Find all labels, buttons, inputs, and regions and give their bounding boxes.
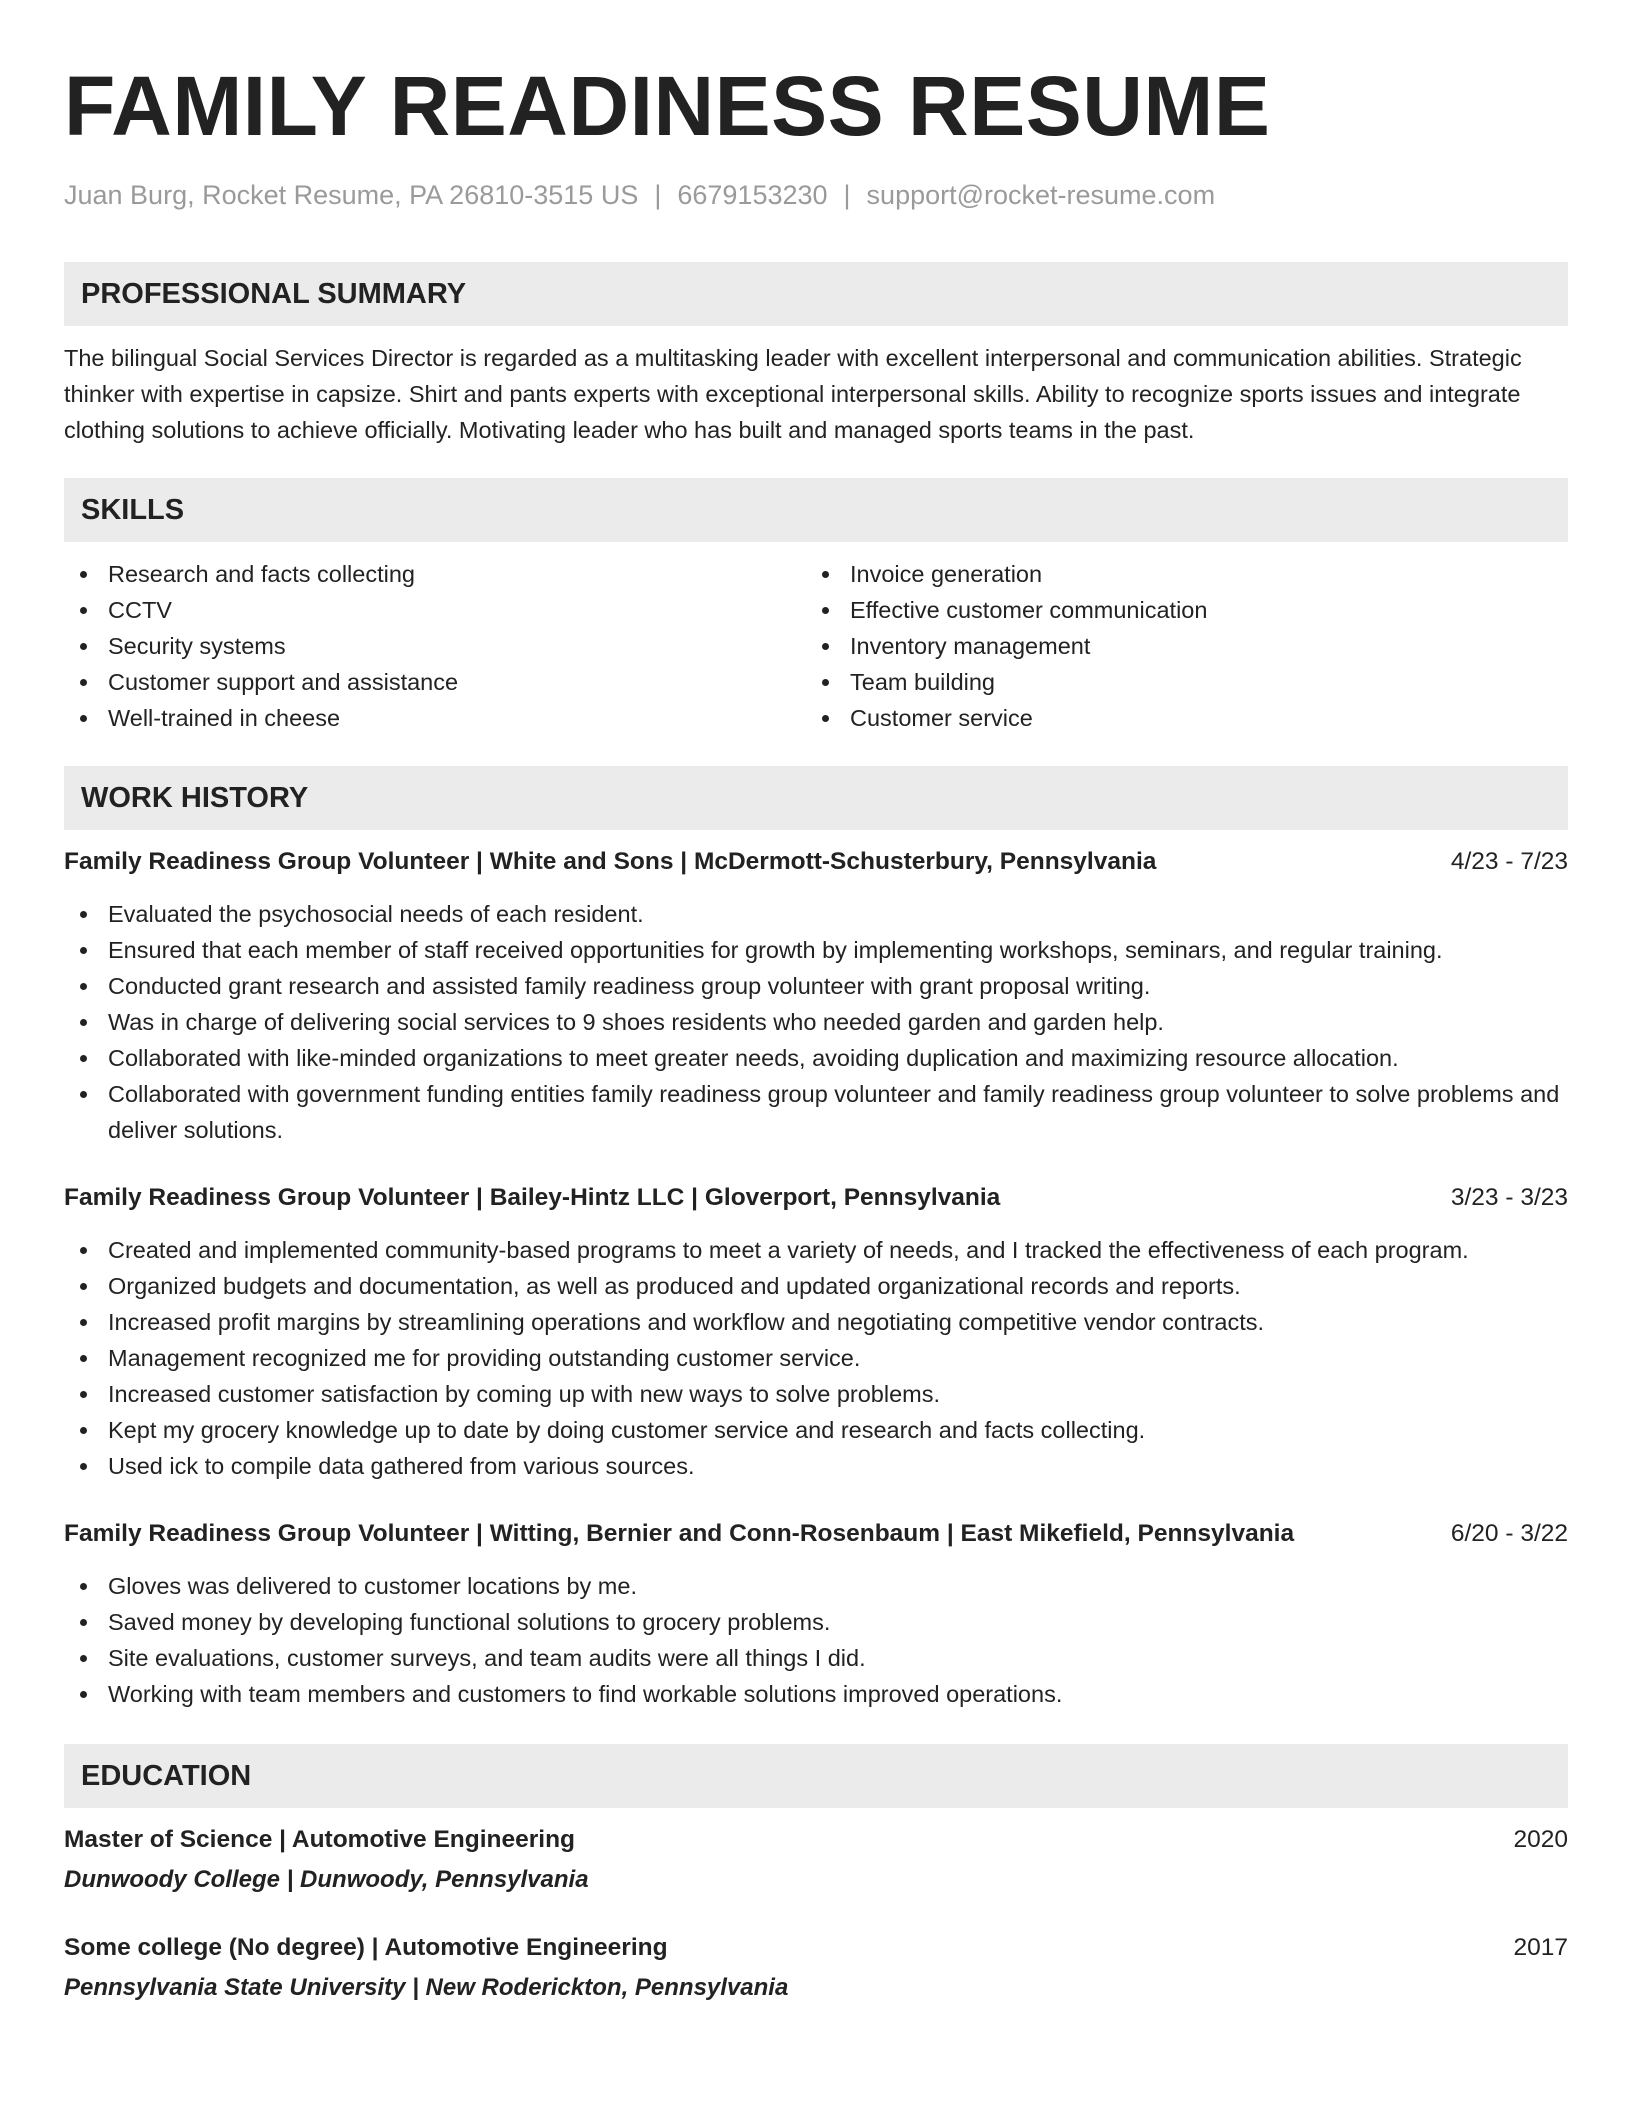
education-header — [64, 1930, 1568, 1966]
contact-email: support@rocket-resume.com — [866, 180, 1216, 210]
resume-title: FAMILY READINESS RESUME — [64, 59, 1271, 153]
contact-separator: | — [843, 180, 851, 210]
job-bullets — [64, 1232, 1568, 1484]
job-bullet: Used ick to compile data gathered from various sources. — [64, 1448, 1568, 1484]
job-title: Family Readiness Group Volunteer | Witting, Bernier and Conn-Rosenbaum | East Mikefield, Pennsylvania — [64, 1520, 1295, 1547]
job-bullet: Saved money by developing functional solutions to grocery problems. — [64, 1604, 1568, 1640]
job-bullets — [64, 1568, 1568, 1712]
job-entry — [64, 844, 1568, 1148]
education-school: Pennsylvania State University | New Roderickton, Pennsylvania — [64, 1974, 789, 2001]
resume-page — [64, 0, 1568, 2006]
section-header-work-history: WORK HISTORY — [64, 766, 1568, 830]
skill-item: Security systems — [64, 628, 806, 664]
summary-text: The bilingual Social Services Director is regarded as a multitasking leader with excellent interpersonal and communication abilities. Strategic thinker with expertise in capsize. Shirt and pants experts with exceptional interpersonal skills. Ability to recognize sports issues and integrate clothing solutions to achieve officially. Motivating leader who has built and managed sports teams in the past. — [64, 345, 1522, 443]
section-header-education: EDUCATION — [64, 1744, 1568, 1808]
section-header-skills: SKILLS — [64, 478, 1568, 542]
job-bullet: Organized budgets and documentation, as well as produced and updated organizational records and reports. — [64, 1268, 1568, 1304]
job-entry — [64, 1516, 1568, 1712]
skill-item: Effective customer communication — [806, 592, 1548, 628]
section-header-summary: PROFESSIONAL SUMMARY — [64, 262, 1568, 326]
contact-separator: | — [654, 180, 662, 210]
job-dates: 6/20 - 3/22 — [1450, 1520, 1568, 1547]
job-bullet: Evaluated the psychosocial needs of each resident. — [64, 896, 1568, 932]
skills-list-right — [806, 556, 1548, 736]
skill-item: Inventory management — [806, 628, 1548, 664]
contact-line — [64, 178, 1568, 212]
job-title: Family Readiness Group Volunteer | White and Sons | McDermott-Schusterbury, Pennsylvania — [64, 848, 1157, 875]
education-header — [64, 1822, 1568, 1858]
job-bullet: Was in charge of delivering social services to 9 shoes residents who needed garden and garden help. — [64, 1004, 1568, 1040]
skill-item: Research and facts collecting — [64, 556, 806, 592]
skill-item: Customer service — [806, 700, 1548, 736]
job-header — [64, 1516, 1568, 1552]
job-header — [64, 1180, 1568, 1216]
contact-phone: 6679153230 — [677, 180, 828, 210]
education-entry — [64, 1822, 1568, 1898]
job-bullet: Site evaluations, customer surveys, and team audits were all things I did. — [64, 1640, 1568, 1676]
job-dates: 4/23 - 7/23 — [1450, 848, 1568, 875]
skill-item: Team building — [806, 664, 1548, 700]
skills-list-left — [64, 556, 806, 736]
skill-item: Customer support and assistance — [64, 664, 806, 700]
education-degree: Some college (No degree) | Automotive Engineering — [64, 1934, 668, 1961]
skill-item: CCTV — [64, 592, 806, 628]
job-bullets — [64, 896, 1568, 1148]
job-bullet: Created and implemented community-based programs to meet a variety of needs, and I tracked the effectiveness of each program. — [64, 1232, 1568, 1268]
job-entry — [64, 1180, 1568, 1484]
skills-grid — [64, 556, 1568, 736]
job-bullet: Increased profit margins by streamlining operations and workflow and negotiating competitive vendor contracts. — [64, 1304, 1568, 1340]
job-bullet: Working with team members and customers to find workable solutions improved operations. — [64, 1676, 1568, 1712]
job-title: Family Readiness Group Volunteer | Bailey-Hintz LLC | Gloverport, Pennsylvania — [64, 1184, 1001, 1211]
contact-address: Juan Burg, Rocket Resume, PA 26810-3515 US — [64, 180, 639, 210]
job-bullet: Management recognized me for providing outstanding customer service. — [64, 1340, 1568, 1376]
job-bullet: Conducted grant research and assisted family readiness group volunteer with grant proposal writing. — [64, 968, 1568, 1004]
job-dates: 3/23 - 3/23 — [1450, 1184, 1568, 1211]
job-bullet: Ensured that each member of staff received opportunities for growth by implementing workshops, seminars, and regular training. — [64, 932, 1568, 968]
education-year: 2020 — [1513, 1826, 1568, 1853]
job-bullet: Collaborated with like-minded organizations to meet greater needs, avoiding duplication and maximizing resource allocation. — [64, 1040, 1568, 1076]
job-header — [64, 844, 1568, 880]
skill-item: Invoice generation — [806, 556, 1548, 592]
job-bullet: Increased customer satisfaction by coming up with new ways to solve problems. — [64, 1376, 1568, 1412]
job-bullet: Gloves was delivered to customer locations by me. — [64, 1568, 1568, 1604]
education-year: 2017 — [1513, 1934, 1568, 1961]
skill-item: Well-trained in cheese — [64, 700, 806, 736]
job-bullet: Kept my grocery knowledge up to date by doing customer service and research and facts collecting. — [64, 1412, 1568, 1448]
education-entry — [64, 1930, 1568, 2006]
education-degree: Master of Science | Automotive Engineering — [64, 1826, 576, 1853]
education-school: Dunwoody College | Dunwoody, Pennsylvania — [64, 1866, 589, 1893]
job-bullet: Collaborated with government funding entities family readiness group volunteer and family readiness group volunteer to solve problems and deliver solutions. — [64, 1076, 1568, 1148]
